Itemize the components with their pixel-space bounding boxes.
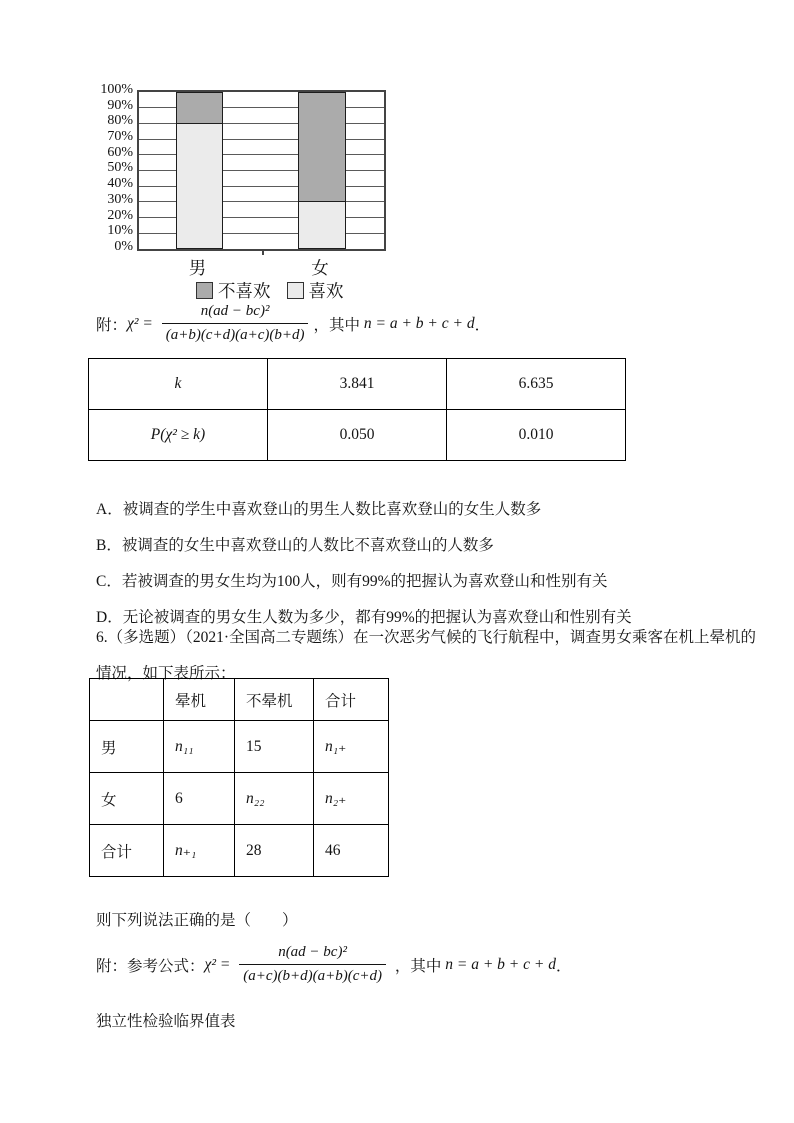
legend-label-like: 喜欢 [308,281,344,301]
formula2-numerator: n(ad − bc)² [278,944,347,960]
formula2-period: ． [555,957,572,975]
table-header-row [90,679,389,721]
bar-female-dislike-segment [299,93,345,202]
formula1-denominator: (a+b)(c+d)(a+c)(b+d) [162,323,309,344]
airsickness-contingency-table [89,678,389,877]
option-b: B．被调查的女生中喜欢登山的人数比不喜欢登山的人数多 [96,537,494,554]
table-cell: 3.841 [268,359,447,410]
y-tick-label: 0% [114,238,133,254]
table-cell: 合计 [314,679,389,721]
bar-male-like-segment [177,124,222,248]
table-cell: 15 [235,721,314,773]
table-cell [90,679,164,721]
table-row [89,410,626,461]
x-axis-labels [137,254,382,278]
table-cell: 6 [164,773,235,825]
bar-male [176,92,223,249]
formula1-prefix: 附： [96,316,128,334]
table-cell: 6.635 [447,359,626,410]
critical-value-table [88,358,626,461]
formula1-where-math: n = a + b + c + d [363,314,475,332]
y-tick-label: 40% [107,176,133,192]
table-cell-k: k [89,359,268,410]
formula2-lhs: χ² = [204,955,235,973]
y-tick-label: 60% [107,144,133,160]
y-tick-label: 10% [107,223,133,239]
chart-plot [137,90,386,251]
table-row [89,359,626,410]
y-tick-label: 50% [107,160,133,176]
formula2-denominator: (a+c)(b+d)(a+b)(c+d) [239,964,386,985]
table-cell: 0.050 [268,410,447,461]
formula2-comma: ， [390,957,411,975]
table-cell: 合计 [90,825,164,877]
table-cell: 晕机 [164,679,235,721]
formula1-fraction [162,303,309,345]
critical-table-caption: 独立性检验临界值表 [96,1013,236,1030]
option-c: C．若被调查的男女生均为100人，则有99%的把握认为喜欢登山和性别有关 [96,573,608,590]
question-6-line2: 情况，如下表所示： [96,665,236,682]
chart-legend [196,278,406,303]
option-a: A．被调查的学生中喜欢登山的男生人数比喜欢登山的女生人数多 [96,501,542,518]
answer-options [96,492,632,636]
table-cell: 女 [90,773,164,825]
table-cell: n₁₊ [314,721,389,773]
table-cell: 0.010 [447,410,626,461]
table-cell: n₁₁ [164,721,235,773]
question-prompt: 则下列说法正确的是（ ） [96,912,298,929]
x-axis-tick [262,249,264,255]
bar-female-like-segment [299,202,345,249]
y-tick-label: 100% [100,82,133,97]
table-cell: n₂₂ [235,773,314,825]
table-row-female [90,773,389,825]
table-row-total [90,825,389,877]
option-d: D．无论被调查的男女生人数为多少，都有99%的把握认为喜欢登山和性别有关 [96,609,632,626]
formula1-where: 其中 [328,316,364,334]
y-axis [96,83,137,254]
x-label-female: 女 [311,258,329,278]
bar-male-dislike-segment [177,93,222,124]
x-label-male: 男 [188,258,207,278]
table-cell: n₊₁ [164,825,235,877]
y-tick-label: 90% [107,97,133,113]
formula2-where: 其中 [410,957,446,975]
y-tick-label: 80% [107,113,133,129]
table-cell: 不晕机 [235,679,314,721]
table-cell: 46 [314,825,389,877]
table-cell: 男 [90,721,164,773]
formula2-where-math: n = a + b + c + d [445,955,556,973]
table-row-male [90,721,389,773]
bar-female [298,92,346,249]
formula1-lhs: χ² = [127,314,157,332]
chi-square-formula-1 [96,303,490,345]
table-cell-p: P(χ² ≥ k) [89,410,268,461]
formula1-comma: ， [313,316,329,334]
formula1-numerator: n(ad − bc)² [200,303,270,319]
legend-swatch-like-icon [287,282,304,299]
legend-item-dislike [196,278,271,303]
formula2-fraction [239,944,386,986]
question-6-line1: 6.（多选题）（2021·全国高二专题练）在一次恶劣气候的飞行航程中，调查男女乘客在机上晕机的 [96,629,757,646]
table-cell: 28 [235,825,314,877]
chart-main [96,82,406,254]
chi-square-formula-2 [96,944,571,986]
table-cell: n₂₊ [314,773,389,825]
formula1-period: ． [474,316,491,334]
stacked-bar-chart [96,82,406,303]
legend-item-like [287,278,344,303]
y-tick-label: 30% [107,191,133,207]
legend-swatch-dislike-icon [196,282,213,299]
formula2-prefix: 附：参考公式： [96,957,205,975]
y-tick-label: 20% [107,207,133,223]
legend-label-dislike: 不喜欢 [218,281,271,301]
y-tick-label: 70% [107,129,133,145]
